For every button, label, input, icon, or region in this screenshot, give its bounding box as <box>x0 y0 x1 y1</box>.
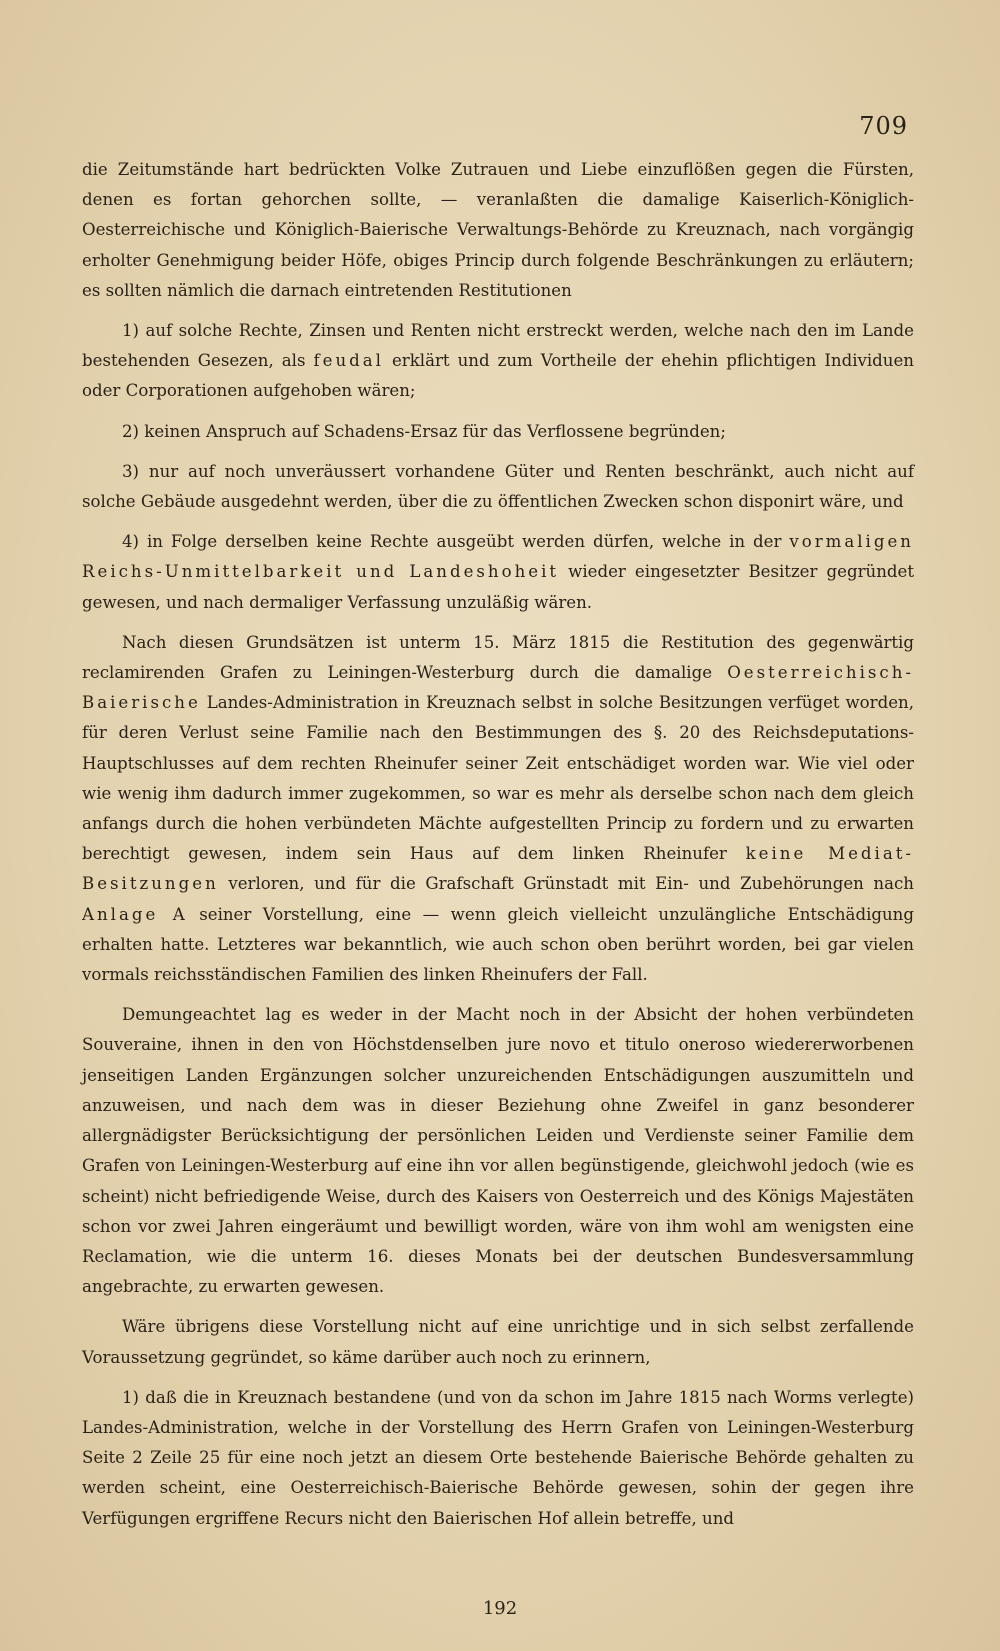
list-item <box>82 527 914 618</box>
text-run: Landes-Administration in Kreuznach selbst in solche Besitzungen verfüget worden, für deren Verlust seine Familie nach den Bestimmungen des §. 20 des Reichsdeputations-Hauptschlusses auf dem rechten Rheinufer seiner Zeit entschädiget worden war. Wie viel oder wie wenig ihm dadurch immer zugekommen, so war es mehr als derselbe schon nach dem gleich anfangs durch die hohen verbündeten Mächte aufgestellten Princip zu fordern und zu erwarten berechtigt gewesen, indem sein Haus auf dem linken Rheinufer <box>82 693 914 864</box>
text-run: Nach diesen Grundsätzen ist unterm 15. März 1815 die Restitution des gegenwärtig reclamirenden Grafen zu Leiningen-Westerburg durch die damalige <box>82 632 914 683</box>
list-item <box>82 316 914 407</box>
page-number: 709 <box>859 112 908 140</box>
text-run: 1) auf solche Rechte, Zinsen und Renten nicht erstreckt werden, welche nach den im Lande bestehenden Gesezen, als <box>82 321 914 371</box>
paragraph: Wäre übrigens diese Vorstellung nicht auf eine unrichtige und in sich selbst zerfallende Voraussetzung gegründet, so käme darüber auch noch zu erinnern, <box>82 1317 914 1367</box>
paragraph <box>82 628 914 990</box>
list-item: 3) nur auf noch unveräussert vorhandene Güter und Renten beschränkt, auch nicht auf solche Gebäude ausgedehnt werden, über die zu öffentlichen Zwecken schon disponirt wäre, und <box>82 461 914 512</box>
printer-signature: 192 <box>482 1598 518 1619</box>
list-item: 2) keinen Anspruch auf Schadens-Ersaz für das Verflossene begründen; <box>122 421 726 441</box>
spaced-emphasis: Oesterreichisch-Baierische <box>82 663 914 713</box>
spaced-emphasis: keine Mediat-Besitzungen <box>82 844 915 894</box>
text-run: 4) in Folge derselben keine Rechte ausgeübt werden dürfen, welche in der <box>122 532 790 552</box>
spaced-emphasis: feudal <box>313 351 384 371</box>
text-run: verloren, und für die Grafschaft Grünstadt mit Ein- und Zubehörungen nach <box>218 874 914 894</box>
spaced-emphasis: vormaligen Reichs-Unmittelbarkeit und Landeshoheit <box>82 532 914 582</box>
text-run: erklärt und zum Vortheile der ehehin pflichtigen Individuen oder Corporationen aufgehoben wären; <box>82 351 914 401</box>
text-run: wieder eingesetzter Besitzer gegründet gewesen, und nach dermaliger Verfassung unzuläßig wären. <box>82 562 914 612</box>
text-run: seiner Vorstellung, eine — wenn gleich vielleicht unzulängliche Entschädigung erhalten hatte. Letzteres war bekanntlich, wie auch schon oben berührt worden, bei gar vielen vormals reichsständischen Familien des linken Rheinufers der Fall. <box>82 904 914 985</box>
body-text <box>82 155 914 1534</box>
spaced-emphasis: Anlage A <box>82 904 188 924</box>
paragraph: Demungeachtet lag es weder in der Macht noch in der Absicht der hohen verbündeten Souveraine, ihnen in den von Höchstdenselben jure novo et titulo oneroso wiedererworbenen jenseitigen Landen Ergänzungen solcher unzureichenden Entschädigungen auszumitteln und anzuweisen, und nach dem was in dieser Beziehung ohne Zweifel in ganz besonderer allergnädigster Berücksichtigung der persönlichen Leiden und Verdienste seiner Familie dem Grafen von Leiningen-Westerburg auf eine ihn vor allen begünstigende, gleichwohl jedoch (wie es scheint) nicht befriedigende Weise, durch des Kaisers von Oesterreich und des Königs Majestäten schon vor zwei Jahren eingeräumt und bewilligt worden, wäre von ihm wohl am wenigsten eine Reclamation, wie die unterm 16. dieses Monats bei der deutschen Bundesversammlung angebrachte, zu erwarten gewesen. <box>82 1005 914 1297</box>
paragraph: die Zeitumstände hart bedrückten Volke Zutrauen und Liebe einzuflößen gegen die Fürsten, denen es fortan gehorchen sollte, — veranlaßten die damalige Kaiserlich-Königlich-Oesterreichische und Königlich-Baierische Verwaltungs-Behörde zu Kreuznach, nach vorgängig erholter Genehmigung beider Höfe, obiges Princip durch folgende Beschränkungen zu erläutern; es sollten nämlich die darnach eintretenden Restitutionen <box>82 160 914 300</box>
list-item: 1) daß die in Kreuznach bestandene (und von da schon im Jahre 1815 nach Worms verlegte) Landes-Administration, welche in der Vorstellung des Herrn Grafen von Leiningen-Westerburg Seite 2 Zeile 25 für eine noch jetzt an diesem Orte bestehende Baierische Behörde gehalten zu werden scheint, eine Oesterreichisch-Baierische Behörde gewesen, sohin der gegen ihre Verfügungen ergriffene Recurs nicht den Baierischen Hof allein betreffe, und <box>82 1387 914 1528</box>
